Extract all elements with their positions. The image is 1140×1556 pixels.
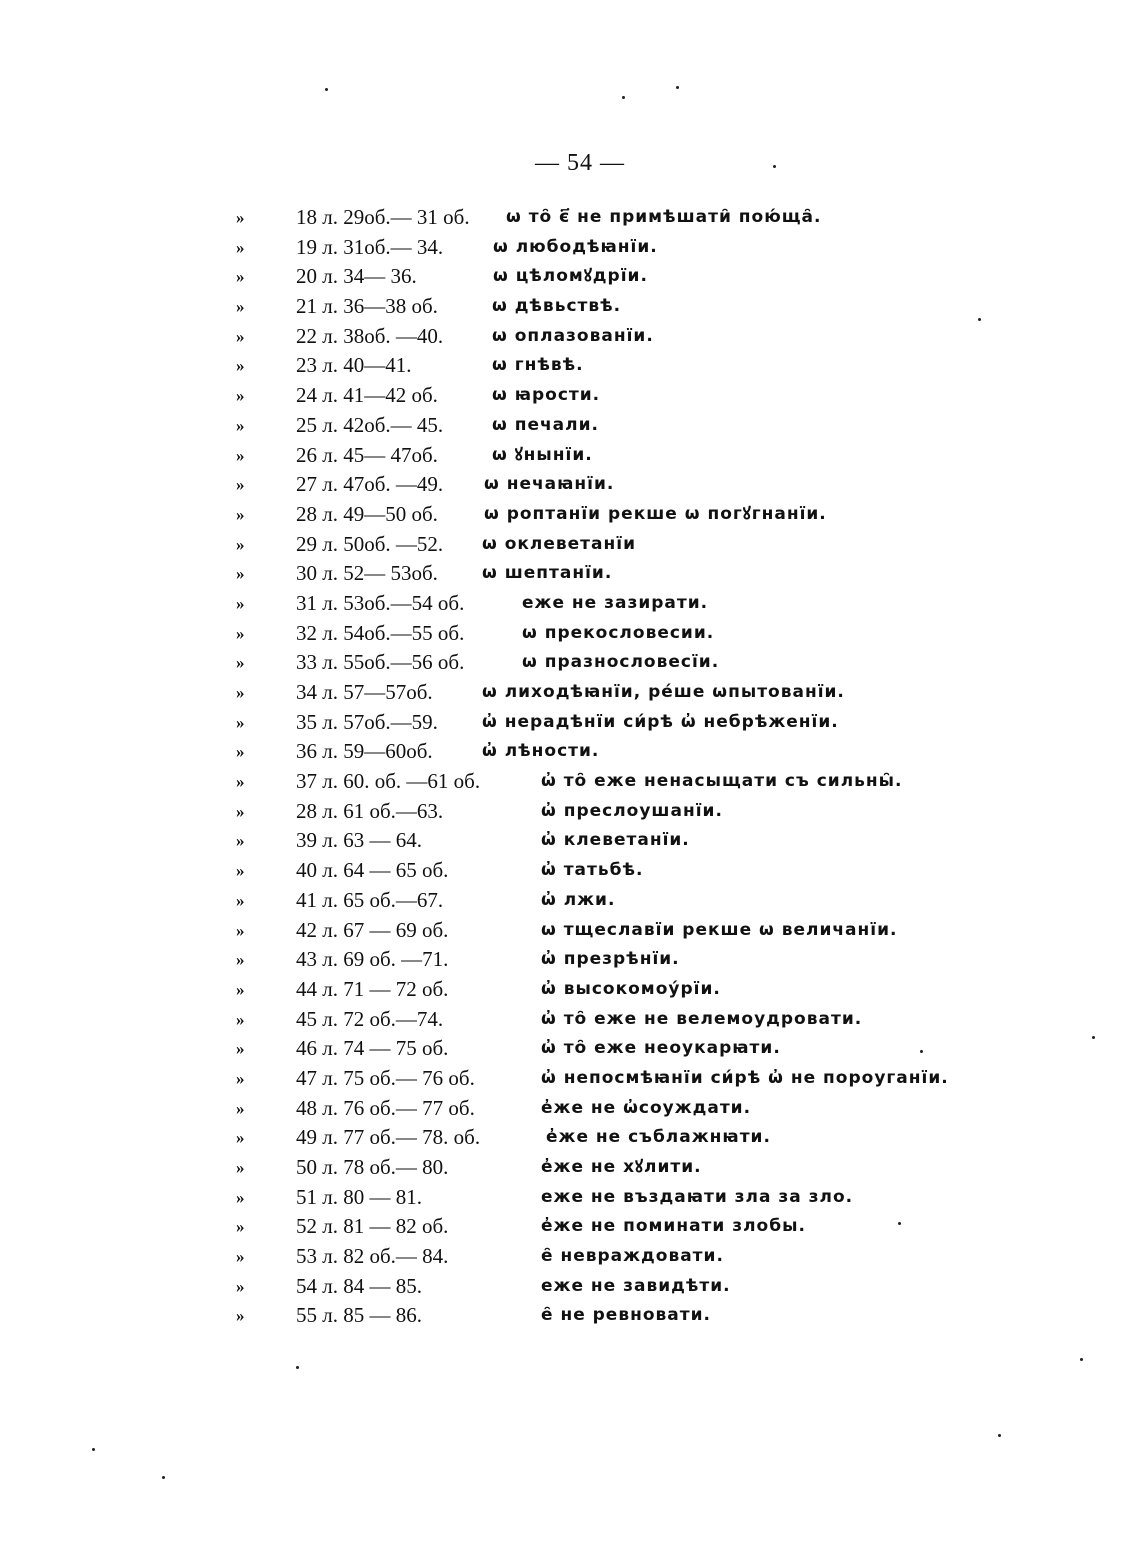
entry-chapter-title: ѡ̓ презрѣнїи. bbox=[541, 949, 680, 970]
contents-list bbox=[236, 203, 1116, 1331]
entry-chapter-title: е̓же не съблажнꙗти. bbox=[546, 1127, 771, 1148]
entry-chapter-title: еже не зазирати. bbox=[522, 592, 709, 613]
entry-marker: » bbox=[236, 801, 245, 821]
entry-folio-reference: 27 л. 47об. —49. bbox=[296, 472, 444, 497]
entry-folio-reference: 53 л. 82 об.— 84. bbox=[296, 1244, 449, 1269]
entry-chapter-title: е̓же не ѡ̓соуждати. bbox=[541, 1097, 752, 1118]
entry-marker: » bbox=[236, 326, 245, 346]
entry-marker: » bbox=[236, 979, 245, 999]
entry-marker: » bbox=[236, 237, 245, 257]
contents-entry bbox=[236, 1094, 1116, 1124]
entry-folio-reference: 45 л. 72 об.—74. bbox=[296, 1006, 444, 1031]
contents-entry bbox=[236, 381, 1116, 411]
entry-folio-reference: 20 л. 34— 36. bbox=[296, 264, 417, 289]
entry-folio-reference: 21 л. 36—38 об. bbox=[296, 294, 438, 319]
contents-entry bbox=[236, 826, 1116, 856]
entry-chapter-title: ѡ гнѣвѣ. bbox=[492, 355, 584, 376]
contents-entry bbox=[236, 1272, 1116, 1302]
entry-marker: » bbox=[236, 1098, 245, 1118]
entry-folio-reference: 19 л. 31об.— 34. bbox=[296, 234, 444, 259]
entry-folio-reference: 54 л. 84 — 85. bbox=[296, 1273, 422, 1298]
entry-folio-reference: 46 л. 74 — 75 об. bbox=[296, 1036, 449, 1061]
page-number: — 54 — bbox=[535, 150, 625, 176]
entry-chapter-title: ѡ̓ нерадѣнїи си́рѣ ѡ̓ небрѣженїи. bbox=[482, 711, 839, 732]
entry-chapter-title: ѡ̓ клеветанїи. bbox=[541, 830, 690, 851]
contents-entry bbox=[236, 351, 1116, 381]
entry-folio-reference: 31 л. 53об.—54 об. bbox=[296, 590, 465, 615]
entry-marker: » bbox=[236, 1039, 245, 1059]
scan-speck bbox=[296, 1366, 299, 1369]
entry-folio-reference: 32 л. 54об.—55 об. bbox=[296, 620, 465, 645]
contents-entry bbox=[236, 678, 1116, 708]
contents-entry bbox=[236, 648, 1116, 678]
contents-entry bbox=[236, 559, 1116, 589]
entry-folio-reference: 48 л. 76 об.— 77 об. bbox=[296, 1095, 475, 1120]
contents-entry bbox=[236, 1005, 1116, 1035]
entry-folio-reference: 18 л. 29об.— 31 об. bbox=[296, 205, 470, 229]
entry-marker: » bbox=[236, 712, 245, 732]
scan-speck bbox=[920, 1050, 923, 1053]
entry-folio-reference: 29 л. 50об. —52. bbox=[296, 531, 444, 556]
entry-chapter-title: ѡ̓ то̑ еже неоукарꙗти. bbox=[541, 1038, 781, 1059]
entry-chapter-title: ѡ̓ высокомоу́рїи. bbox=[541, 978, 721, 999]
entry-folio-reference: 47 л. 75 об.— 76 об. bbox=[296, 1065, 475, 1090]
entry-chapter-title: ѡ то̑ є҃ не примѣшати̑ пою́ща̑. bbox=[506, 207, 822, 227]
entry-chapter-title: ѡ прекословесии. bbox=[522, 622, 715, 643]
contents-entry bbox=[236, 945, 1116, 975]
entry-chapter-title: ѡ печали. bbox=[492, 414, 599, 435]
contents-entry bbox=[236, 737, 1116, 767]
entry-marker: » bbox=[236, 861, 245, 881]
entry-folio-reference: 34 л. 57—57об. bbox=[296, 680, 433, 704]
entry-marker: » bbox=[236, 208, 245, 227]
entry-marker: » bbox=[236, 1128, 245, 1148]
entry-chapter-title: ѡ̓ лжи. bbox=[541, 889, 616, 910]
entry-folio-reference: 22 л. 38об. —40. bbox=[296, 323, 444, 348]
entry-folio-reference: 44 л. 71 — 72 об. bbox=[296, 976, 449, 1001]
entry-folio-reference: 30 л. 52— 53об. bbox=[296, 561, 438, 586]
scan-speck bbox=[898, 1222, 901, 1225]
entry-chapter-title: ѡ лиходѣꙗнїи, ре́ше ѡпытованїи. bbox=[482, 682, 845, 702]
entry-marker: » bbox=[236, 356, 245, 376]
entry-chapter-title: ѡ оплазованїи. bbox=[492, 325, 654, 346]
entry-chapter-title: ѡ любодѣꙗнїи. bbox=[493, 236, 658, 257]
scan-speck bbox=[162, 1476, 165, 1479]
entry-folio-reference: 39 л. 63 — 64. bbox=[296, 828, 422, 853]
entry-chapter-title: е̑ невраждовати. bbox=[541, 1246, 724, 1267]
contents-entry bbox=[236, 292, 1116, 322]
entry-chapter-title: ѡ шептанїи. bbox=[482, 563, 613, 584]
contents-entry bbox=[236, 1212, 1116, 1242]
entry-folio-reference: 49 л. 77 об.— 78. об. bbox=[296, 1125, 481, 1150]
contents-entry bbox=[236, 856, 1116, 886]
entry-chapter-title: еже не завидѣти. bbox=[541, 1275, 731, 1296]
contents-entry bbox=[236, 708, 1116, 738]
entry-chapter-title: ѡ̓ лѣности. bbox=[482, 741, 600, 762]
entry-chapter-title: ѡ̓ непосмѣꙗнїи си́рѣ ѡ̓ не пороуганїи. bbox=[541, 1067, 949, 1088]
entry-marker: » bbox=[236, 1276, 245, 1296]
entry-chapter-title: ѡ цѣломꙋдрїи. bbox=[493, 266, 648, 287]
entry-chapter-title: ѡ тщеславїи рекше ѡ величанїи. bbox=[541, 919, 898, 940]
scan-speck bbox=[773, 165, 776, 168]
contents-entry bbox=[236, 411, 1116, 441]
entry-chapter-title: ѡ̓ то̑ еже не велемоудровати. bbox=[541, 1008, 863, 1029]
contents-entry bbox=[236, 1064, 1116, 1094]
contents-entry bbox=[236, 322, 1116, 352]
scan-speck bbox=[622, 96, 625, 99]
entry-marker: » bbox=[236, 1009, 245, 1029]
contents-entry bbox=[236, 1034, 1116, 1064]
entry-chapter-title: ѡ роптанїи рекше ѡ погꙋгнанїи. bbox=[484, 503, 827, 524]
entry-folio-reference: 23 л. 40—41. bbox=[296, 353, 412, 378]
entry-chapter-title: еже не въздаꙗти зла за зло. bbox=[541, 1186, 854, 1207]
entry-chapter-title: е̑ не ревновати. bbox=[541, 1305, 711, 1326]
contents-entry bbox=[236, 470, 1116, 500]
entry-chapter-title: ѡ нечаꙗнїи. bbox=[484, 474, 615, 495]
contents-entry bbox=[236, 1242, 1116, 1272]
scan-speck bbox=[978, 318, 981, 321]
entry-marker: » bbox=[236, 653, 245, 673]
entry-marker: » bbox=[236, 386, 245, 406]
entry-folio-reference: 41 л. 65 об.—67. bbox=[296, 887, 444, 912]
entry-chapter-title: ѡ̓ то̑ еже ненасыщати съ сильны̑. bbox=[541, 771, 903, 792]
entry-chapter-title: ѡ̓ татьбѣ. bbox=[541, 860, 644, 881]
entry-chapter-title: ѡ̓ преслоушанїи. bbox=[541, 800, 723, 821]
entry-folio-reference: 36 л. 59—60об. bbox=[296, 739, 433, 764]
entry-folio-reference: 28 л. 61 об.—63. bbox=[296, 798, 444, 823]
contents-entry bbox=[236, 1301, 1116, 1331]
entry-marker: » bbox=[236, 1068, 245, 1088]
entry-chapter-title: ѡ оклеветанїи bbox=[482, 533, 636, 554]
contents-entry bbox=[236, 886, 1116, 916]
entry-folio-reference: 33 л. 55об.—56 об. bbox=[296, 650, 465, 675]
entry-folio-reference: 42 л. 67 — 69 об. bbox=[296, 917, 449, 942]
scan-speck bbox=[998, 1434, 1001, 1437]
contents-entry bbox=[236, 233, 1116, 263]
contents-entry bbox=[236, 1183, 1116, 1213]
entry-chapter-title: ѡ празнословесїи. bbox=[522, 652, 720, 673]
entry-marker: » bbox=[236, 683, 245, 702]
entry-folio-reference: 25 л. 42об.— 45. bbox=[296, 412, 444, 437]
entry-marker: » bbox=[236, 564, 245, 584]
contents-entry bbox=[236, 619, 1116, 649]
entry-marker: » bbox=[236, 1247, 245, 1267]
entry-chapter-title: е̓же не хꙋлити. bbox=[541, 1157, 702, 1177]
entry-marker: » bbox=[236, 593, 245, 613]
contents-entry bbox=[236, 262, 1116, 292]
scan-speck bbox=[92, 1448, 95, 1451]
entry-marker: » bbox=[236, 1217, 245, 1237]
entry-folio-reference: 51 л. 80 — 81. bbox=[296, 1184, 422, 1209]
entry-marker: » bbox=[236, 950, 245, 970]
contents-entry bbox=[236, 441, 1116, 471]
entry-folio-reference: 35 л. 57об.—59. bbox=[296, 709, 438, 734]
entry-chapter-title: ѡ ꙋнынїи. bbox=[492, 444, 593, 465]
entry-marker: » bbox=[236, 1306, 245, 1326]
entry-marker: » bbox=[236, 504, 245, 524]
entry-marker: » bbox=[236, 297, 245, 317]
entry-marker: » bbox=[236, 475, 245, 495]
entry-marker: » bbox=[236, 831, 245, 851]
entry-folio-reference: 52 л. 81 — 82 об. bbox=[296, 1214, 449, 1239]
contents-entry bbox=[236, 767, 1116, 797]
scan-speck bbox=[1092, 1036, 1095, 1039]
entry-folio-reference: 26 л. 45— 47об. bbox=[296, 442, 438, 467]
entry-folio-reference: 40 л. 64 — 65 об. bbox=[296, 858, 449, 883]
entry-folio-reference: 24 л. 41—42 об. bbox=[296, 383, 438, 408]
entry-chapter-title: е̓же не поминати злобы. bbox=[541, 1216, 806, 1237]
entry-folio-reference: 50 л. 78 об.— 80. bbox=[296, 1155, 449, 1179]
entry-folio-reference: 55 л. 85 — 86. bbox=[296, 1303, 422, 1328]
scan-speck bbox=[1080, 1358, 1083, 1361]
contents-entry bbox=[236, 589, 1116, 619]
contents-entry bbox=[236, 530, 1116, 560]
entry-marker: » bbox=[236, 742, 245, 762]
entry-marker: » bbox=[236, 267, 245, 287]
contents-entry bbox=[236, 1153, 1116, 1183]
entry-marker: » bbox=[236, 623, 245, 643]
contents-entry bbox=[236, 797, 1116, 827]
contents-entry bbox=[236, 203, 1116, 233]
entry-marker: » bbox=[236, 1187, 245, 1207]
entry-marker: » bbox=[236, 890, 245, 910]
entry-marker: » bbox=[236, 415, 245, 435]
entry-marker: » bbox=[236, 772, 245, 792]
contents-entry bbox=[236, 975, 1116, 1005]
contents-entry bbox=[236, 916, 1116, 946]
entry-marker: » bbox=[236, 534, 245, 554]
contents-entry bbox=[236, 1123, 1116, 1153]
entry-folio-reference: 28 л. 49—50 об. bbox=[296, 501, 438, 526]
entry-marker: » bbox=[236, 920, 245, 940]
contents-entry bbox=[236, 500, 1116, 530]
entry-chapter-title: ѡ ꙗрости. bbox=[492, 385, 601, 406]
entry-folio-reference: 37 л. 60. об. —61 об. bbox=[296, 769, 481, 794]
entry-chapter-title: ѡ дѣвьствѣ. bbox=[492, 296, 622, 317]
scan-speck bbox=[325, 88, 328, 91]
entry-marker: » bbox=[236, 1158, 245, 1177]
entry-marker: » bbox=[236, 445, 245, 465]
scan-speck bbox=[676, 86, 679, 89]
entry-folio-reference: 43 л. 69 об. —71. bbox=[296, 947, 449, 972]
